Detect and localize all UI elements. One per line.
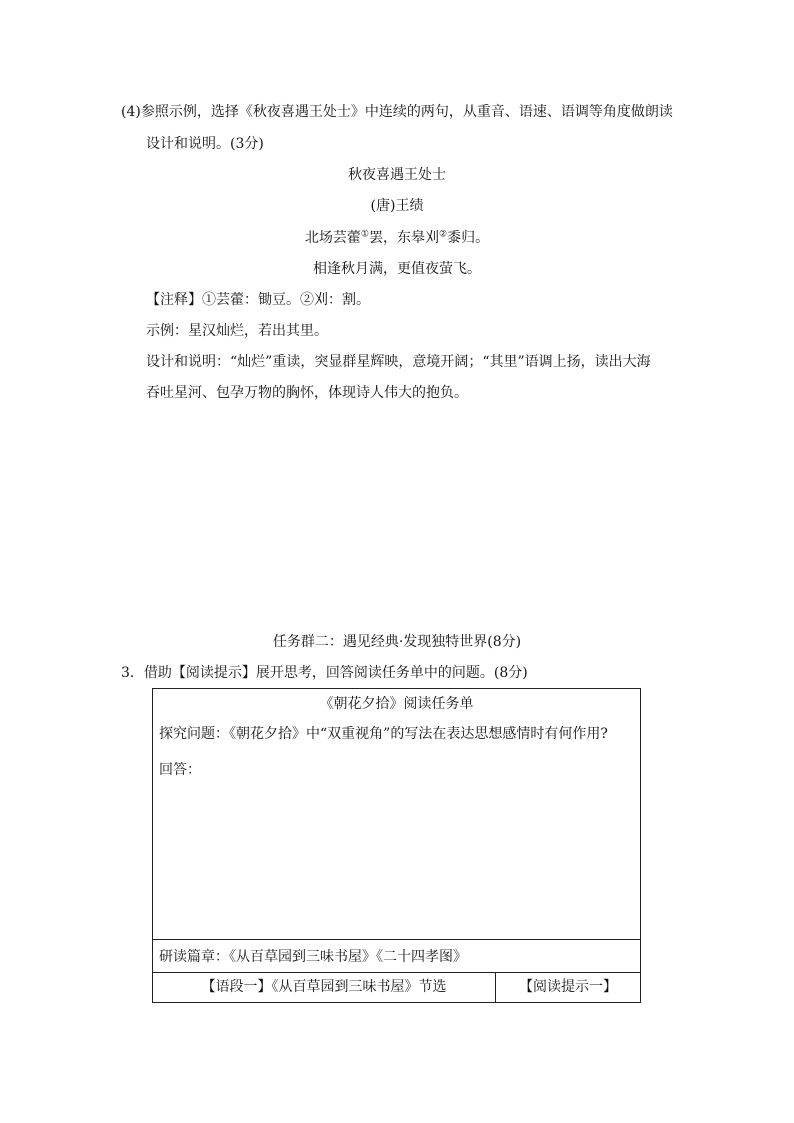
answer-label: 回答：: [159, 762, 201, 778]
poem-title: 秋夜喜遇王处士: [348, 167, 446, 183]
footnote-marker-2: ②: [439, 229, 448, 240]
poem-notes: 【注释】①芸藿：锄豆。②刈：割。: [146, 292, 370, 308]
answer-area[interactable]: [159, 759, 640, 781]
example-text: 示例：星汉灿烂，若出其里。: [146, 323, 328, 339]
q4-prompt-line2: 设计和说明。(3分): [146, 136, 264, 152]
poem-author: (唐)王绩: [370, 198, 424, 214]
poem-line-1-part-a: 北场芸藿: [304, 230, 361, 246]
task-sheet-title: 《朝花夕拾》阅读任务单: [319, 696, 474, 712]
poem-line-1-part-b: 罢，东皋刈: [369, 230, 439, 246]
q3-prompt: 3．借助【阅读提示】展开思考，回答阅读任务单中的问题。(8分): [121, 665, 528, 681]
design-explanation-line1: 设计和说明：“灿烂”重读，突显群星辉映，意境开阔；“其里”语调上扬，读出大海: [146, 354, 651, 370]
poem-line-1-part-c: 黍归。: [447, 230, 490, 246]
poem-line-1: [0, 228, 794, 248]
task-sheet-question: 探究问题：《朝花夕拾》中“双重视角”的写法在表达思想感情时有何作用?: [159, 726, 608, 742]
table-divider: [153, 939, 640, 940]
poem-line-2: 相逢秋月满，更值夜萤飞。: [313, 261, 481, 277]
passage-one-header: 【语段一】《从百草园到三味书屋》节选: [153, 973, 496, 1002]
reading-task-sheet: [152, 688, 641, 1003]
footnote-marker-1: ①: [360, 229, 369, 240]
q4-prompt-line1: (4)参照示例，选择《秋夜喜遇王处士》中连续的两句，从重音、语速、语调等角度做朗读: [121, 104, 673, 120]
task-sheet-passages: 研读篇章：《从百草园到三味书屋》《二十四孝图》: [159, 949, 467, 965]
section-title: 任务群二：遇见经典·发现独特世界(8分): [272, 634, 522, 650]
design-explanation-line2: 吞吐星河、包孕万物的胸怀，体现诗人伟大的抱负。: [146, 385, 468, 401]
reading-hint-one-header: 【阅读提示一】: [519, 979, 617, 995]
